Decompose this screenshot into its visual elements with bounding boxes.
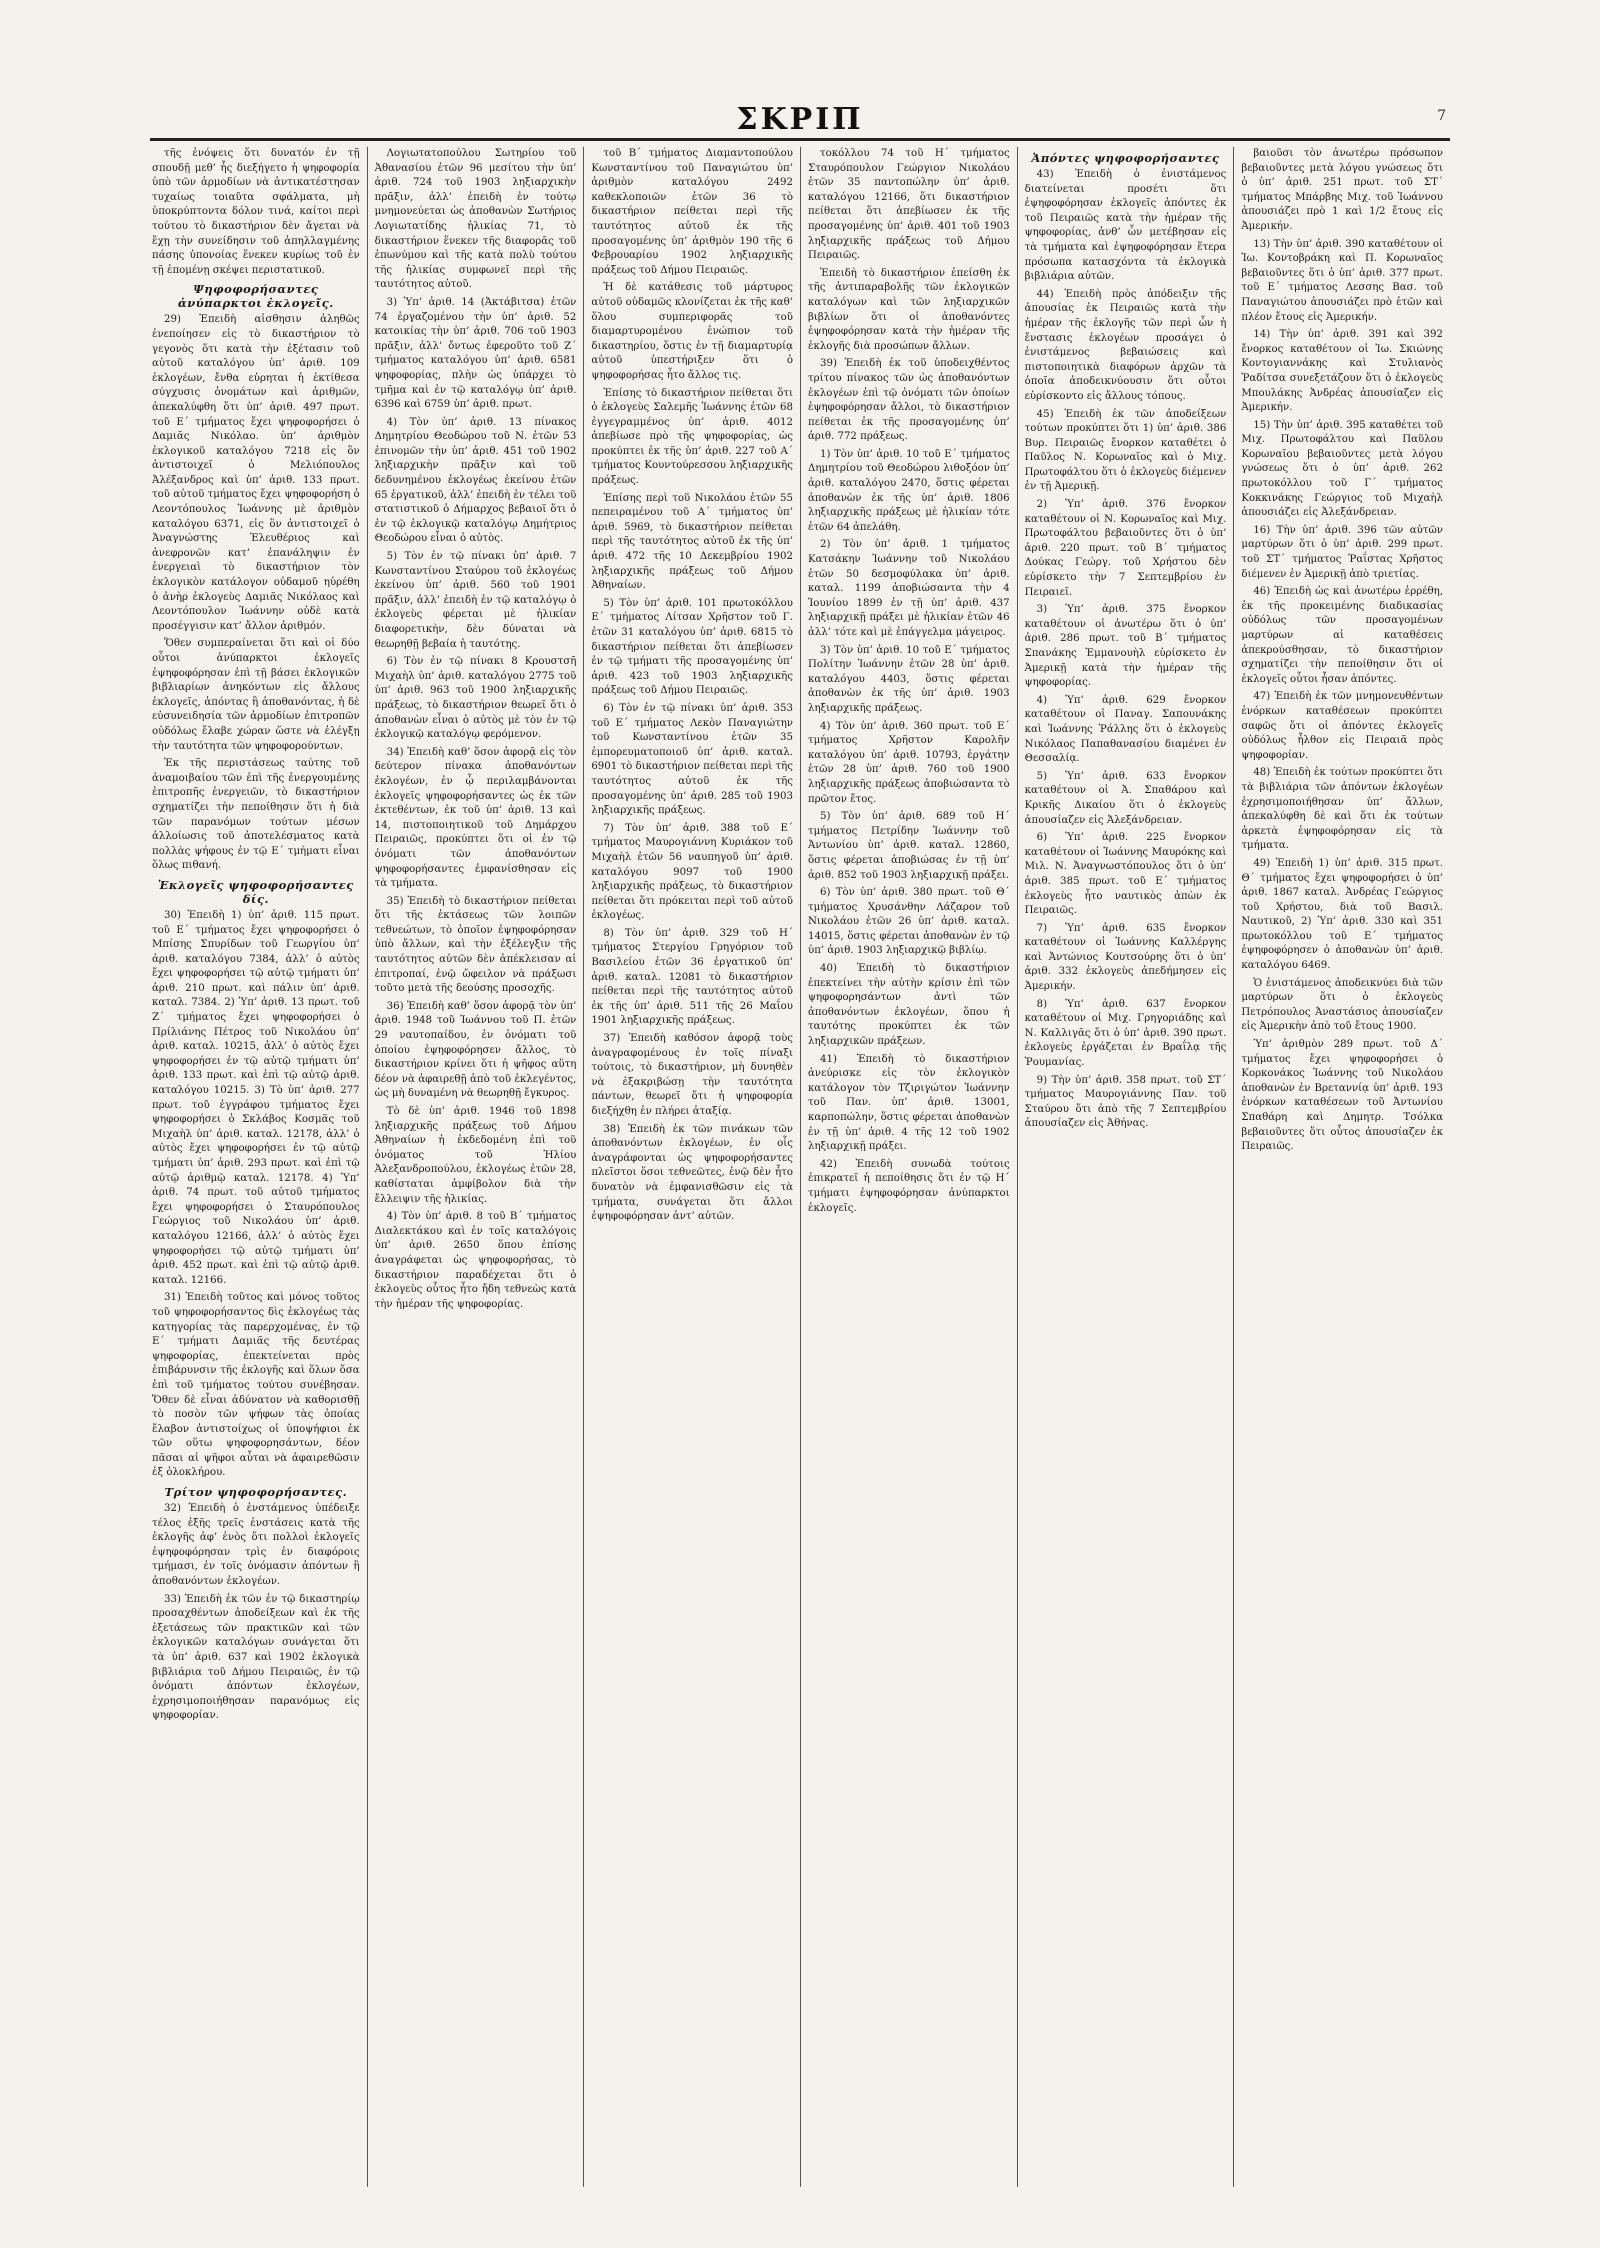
- paragraph: 31) Ἐπειδὴ τοῦτος καὶ μόνος τοῦτος τοῦ ψηφοφορήσαντος δὶς ἐκλογέως τὰς κατηγορίας τὰς παρερχομένας, ἐν τῷ Ε΄ τμήματι Δαμιᾶς τῆς δευτέρας ψηφοφορίας, ἐπεκτείνεται πρὸς ἐπιβάρυνσιν τῆς ἐκλογῆς καὶ ὅλων ὅσα ἐπὶ τοῦ τμήματος τούτου συνέβησαν. Ὅθεν δὲ εἶναι ἀδύνατον νὰ καθορισθῇ τὸ ποσὸν τῶν ψήφων τὰς ὁποίας ἔλαβον ἀντιστοίχως οἱ ὑποψήφιοι ἐκ τῶν οὕτω ψηφοφορησάντων, δέον πᾶσαι αἱ ψῆφοι αὗται νὰ ἀφαιρεθῶσιν ἐξ ὁλοκλήρου.: [152, 1292, 360, 1479]
- paragraph: 5) Ὑπ’ ἀριθ. 633 ἔνορκον καταθέτουν οἱ Ἀ. Σπαθάρου καὶ Κρικῆς Δικαίου ὅτι ὁ ἐκλογεὺς ἀπουσίαζεν εἰς Ἀλεξάνδρειαν.: [1024, 770, 1227, 826]
- paragraph: 5) Τὸν ἐν τῷ πίνακι ὑπ’ ἀριθ. 7 Κωνσταντίνου Σταύρου τοῦ ἐκλογέως ἐκείνου ὑπ’ ἀριθ. 560 τοῦ 1901 πρᾶξιν, ἀλλ’ ἐπειδὴ ἐν τῷ καταλόγῳ ὁ ἐκλογεὺς φέρεται μὲ ἡλικίαν διαφορετικὴν, δὲν δύναται νὰ θεωρηθῇ βεβαία ἡ ταυτότης.: [374, 551, 577, 650]
- paragraph: 40) Ἐπειδὴ τὸ δικαστήριον ἐπεκτείνει τὴν αὐτὴν κρίσιν ἐπὶ τῶν ψηφοφορησάντων ἀντὶ τῶν ἀποθανόντων ἐκλογέων, ὅπου ἡ ταυτότης προκύπτει ἐκ τῶν ληξιαρχικῶν πράξεων.: [808, 963, 1010, 1048]
- paragraph: τῆς ἐνόψεις ὅτι δυνατόν ἐν τῇ σπουδῇ μεθ’ ἧς διεξήγετο ἡ ψηφοφορία ὑπὸ τῶν ἀρμοδίων νὰ ἀντικατέστησαν τυχαίως τοιαῦτα σφάλματα, μὴ ὑποκρύπτοντα δόλον τινά, καίτοι περὶ τούτου τὸ δικαστήριον δὲν ἄγεται νὰ ἔχῃ τὴν συνείδησιν τοῦ ἀπηλλαγμένης πάσης ὑπονοίας ἕνεκεν κυρίως τοῦ ἐν τῇ ἐπομένῃ σκέψει περιστατικοῦ.: [152, 148, 360, 276]
- paragraph: Ἐπειδὴ τὸ δικαστήριον ἐπείσθη ἐκ τῆς ἀντιπαραβολῆς τῶν ἐκλογικῶν καταλόγων καὶ τῶν ληξιαρχικῶν βιβλίων ὅτι οἱ ἀποθανόντες ἐψηφοφόρησαν κατὰ τὴν ἡμέραν τῆς ἐκλογῆς διὰ προσώπων ἄλλων.: [808, 267, 1010, 352]
- paragraph: Ὁ ἐνιστάμενος ἀποδεικνύει διὰ τῶν μαρτύρων ὅτι ὁ ἐκλογεὺς Πετρόπουλος Ἀναστάσιος ἀπουσίαζεν εἰς Ἀμερικὴν ἀπὸ τοῦ ἔτους 1900.: [1241, 977, 1443, 1033]
- paragraph: 5) Τὸν ὑπ’ ἀριθ. 689 τοῦ Η΄ τμήματος Πετρίδην Ἰωάννην τοῦ Ἀντωνίου ὑπ’ ἀριθ. καταλ. 12860, ὅστις φέρεται ἀποβιώσας ἐν τῇ ὑπ’ ἀριθ. 852 τοῦ 1903 ληξιαρχικῇ πράξει.: [808, 811, 1010, 881]
- text-column-4: [800, 147, 1017, 2187]
- section-heading: Ἐκλογεῖς ψηφοφορήσαντες δίς.: [157, 877, 354, 906]
- paragraph: 34) Ἐπειδὴ καθ’ ὅσον ἀφορᾷ εἰς τὸν δεύτερον πίνακα ἀποθανόντων ἐκλογέων, ἐν ᾧ περιλαμβάνονται ἐκλογεῖς ψηφοφορήσαντες ὡς ἐκ τῶν ἐκτεθέντων, ἐκ τοῦ ὑπ’ ἀριθ. 13 καὶ 14, πιστοποιητικοῦ τοῦ Δημάρχου Πειραιῶς, προκύπτει ὅτι οἱ ἐν τῷ ὀνόματι τῶν ἀποθανόντων ψηφοφορήσαντες ἐμφανίσθησαν εἰς τὰ τμήματα.: [374, 746, 577, 890]
- paragraph: 32) Ἐπειδὴ ὁ ἐνστάμενος ὑπέδειξε τέλος ἐξῆς τρεῖς ἐνστάσεις κατὰ τῆς ἐκλογῆς ἀφ’ ἑνὸς ὅτι πολλοὶ ἐκλογεῖς ἐψηφοφόρησαν τρὶς ἐν διαφόροις τμήμασι, ἐν τοῖς ὀνόμασιν ἀπόντων ἢ ἀποθανόντων ἐκλογέων.: [152, 1503, 360, 1588]
- paragraph: 36) Ἐπειδὴ καθ’ ὅσον ἀφορᾷ τὸν ὑπ’ ἀριθ. 1948 τοῦ Ἰωάννου τοῦ Π. ἐτῶν 29 ναυτοπαίδου, ἐν ὀνόματι τοῦ ὁποίου ἐψηφοφόρησεν ἄλλος, τὸ δικαστήριον κρίνει ὅτι ἡ ψῆφος αὕτη δέον νὰ ἀφαιρεθῇ ἀπὸ τοῦ ἐκλεγέντος, ὡς μὴ δυναμένη νὰ θεωρηθῇ ἔγκυρος.: [374, 1000, 577, 1100]
- paragraph: 3) Ὑπ’ ἀριθ. 14 (Ἀκτάβιτσα) ἐτῶν 74 ἐργαζομένου τὴν ὑπ’ ἀριθ. 52 κατοικίας τὴν ὑπ’ ἀριθ. 706 τοῦ 1903 πρᾶξιν, ἀλλ’ ὄντως ἐφεροῦτο τοῦ Ζ΄ τμήματος καταλόγου ὑπ’ ἀριθ. 6581 ψηφοφορίας, πλὴν ὡς ὑπάρχει τὸ τμῆμα καὶ ἐν τῷ καταλόγῳ ὑπ’ ἀριθ. 6396 καὶ 6759 ὑπ’ ἀριθ. πρωτ.: [374, 296, 577, 411]
- paragraph: 14) Τὴν ὑπ’ ἀριθ. 391 καὶ 392 ἔνορκος καταθέτουν οἱ Ἰω. Σκιώνης Κοντογιαννάκης καὶ Στυλιανὸς Ῥαδίτσα συνεξετάζουν ὅτι ὁ ἐκλογεὺς Μπουλάκης Ἀνδρέας ἀπουσίαζεν εἰς Ἀμερικήν.: [1241, 329, 1443, 414]
- paragraph: 30) Ἐπειδὴ 1) ὑπ’ ἀριθ. 115 πρωτ. τοῦ Ε΄ τμήματος ἔχει ψηφοφορήσει ὁ Μπίσης Σπυρίδων τοῦ Γεωργίου ὑπ’ ἀριθ. καταλόγου 7384, ἀλλ’ ὁ αὐτὸς ἔχει ψηφοφορήσει τῷ αὐτῷ τμήματι ὑπ’ ἀριθ. 210 πρωτ. καὶ πάλιν ὑπ’ ἀριθ. καταλ. 7384. 2) Ὑπ’ ἀριθ. 13 πρωτ. τοῦ Ζ΄ τμήματος ἔχει ψηφοφορήσει ὁ Πρίλιάνης Πέτρος τοῦ Νικολάου ὑπ’ ἀριθ. καταλ. 10215, ἀλλ’ ὁ αὐτὸς ἔχει ψηφοφορήσει ἐν τῷ αὐτῷ τμήματι ὑπ’ ἀριθ. 133 πρωτ. καὶ ἐπὶ τῷ αὐτῷ ἀριθ. καταλόγου 10215. 3) Τὸ ὑπ’ ἀριθ. 277 πρωτ. τοῦ ἐγγράφου τμήματος ἔχει ψηφοφορήσει ὁ Σκλάβος Κοσμᾶς τοῦ Μιχαὴλ ὑπ’ ἀριθ. καταλ. 12178, ἀλλ’ ὁ αὐτὸς ἔχει ψηφοφορήσει ἐν τῷ αὐτῷ τμήματι ὑπ’ ἀριθ. 293 πρωτ. καὶ ἐπὶ τῷ αὐτῷ ἀριθμῷ καταλ. 12178. 4) Ὑπ’ ἀριθ. 74 πρωτ. τοῦ αὐτοῦ τμήματος ἔχει ψηφοφορήσει ὁ Σταυρόπουλος Γεώργιος τοῦ Νικολάου ὑπ’ ἀριθ. καταλόγου 12166, ἀλλ’ ὁ αὐτὸς ἔχει ψηφοφορήσει τῷ αὐτῷ τμήματι ὑπ’ ἀριθ. 452 πρωτ. καὶ ἐπὶ τῷ αὐτῷ ἀριθ. καταλ. 12166.: [152, 909, 360, 1286]
- paragraph: 37) Ἐπειδὴ καθόσον ἀφορᾷ τοὺς ἀναγραφομένους ἐν τοῖς πίναξι τούτοις, τὸ δικαστήριον, μὴ δυνηθὲν νὰ ἐξακριβώσῃ τὴν ταυτότητα πάντων, θεωρεῖ ὅτι ἡ ψηφοφορία διεξήχθη ἐν πλήρει ἀταξίᾳ.: [591, 1033, 793, 1117]
- paragraph: Ὑπ’ ἀριθμὸν 289 πρωτ. τοῦ Δ΄ τμήματος ἔχει ψηφοφορήσει ὁ Κορκονάκος Ἰωάννης τοῦ Νικολάου ἀποθανὼν ἐν Βρεταννίᾳ ὑπ’ ἀριθ. 193 ἐνόρκων καταθέσεων τοῦ Ἀντωνίου Σπαθάρη καὶ Δημητρ. Τσόλκα βεβαιοῦντες ὅτι οὗτος ἀπουσίαζεν ἐκ Πειραιῶς.: [1241, 1039, 1443, 1153]
- paragraph: 3) Ὑπ’ ἀριθ. 375 ἔνορκον καταθέτουν οἱ ἀνωτέρω ὅτι ὁ ὑπ’ ἀριθ. 286 πρωτ. τοῦ Β΄ τμήματος Σπανάκης Ἐμμανουὴλ εὑρίσκετο ἐν Ἀμερικῇ κατὰ τὴν ἡμέραν τῆς ψηφοφορίας.: [1024, 604, 1227, 689]
- paragraph: τοῦ Β΄ τμήματος Διαμαντοπούλου Κωνσταντίνου τοῦ Παναγιώτου ὑπ’ ἀριθμὸν καταλόγου 2492 καθεκλοποιῶν ἐτῶν 36 τὸ δικαστήριον πείθεται περὶ τῆς ταυτότητος αὐτοῦ ἐκ τῆς προσαγομένης ὑπ’ ἀριθμὸν 190 τῆς 6 Φεβρουαρίου 1902 ληξιαρχικῆς πράξεως τοῦ Δήμου Πειραιῶς.: [591, 148, 793, 276]
- paragraph: 33) Ἐπειδὴ ἐκ τῶν ἐν τῷ δικαστηρίῳ προσαχθέντων ἀποδείξεων καὶ ἐκ τῆς ἐξετάσεως τῶν πρακτικῶν καὶ τῶν ἐκλογικῶν καταλόγων συνάγεται ὅτι τὰ ὑπ’ ἀριθ. 637 καὶ 1902 ἐκλογικὰ βιβλιάρια τοῦ Δήμου Πειραιῶς, ἐν τῷ ὀνόματι ἀπόντων ἐκλογέων, ἐχρησιμοποιήθησαν παρανόμως εἰς ψηφοφορίαν.: [152, 1593, 360, 1722]
- text-column-5: [1017, 147, 1234, 2187]
- masthead: [150, 102, 1450, 141]
- paragraph: 35) Ἐπειδὴ τὸ δικαστήριον πείθεται ὅτι τῆς ἐκτάσεως τῶν λοιπῶν τεθνεώτων, τὸ ὁποῖον ἐψηφοφόρησαν ὑπὸ ἄλλων, καὶ τὴν ἐξέλεγξιν τῆς ταυτότητος αὐτῶν δὲν ἀπέκλεισαν αἱ ἐπιτροπαί, ἐνῷ ὤφειλον νὰ πράξωσι τοῦτο μετὰ τῆς δεούσης προσοχῆς.: [374, 895, 577, 995]
- paragraph: 46) Ἐπειδὴ ὡς καὶ ἀνωτέρω ἐρρέθη, ἐκ τῆς προκειμένης διαδικασίας οὐδόλως τῶν προσαγομένων μαρτύρων αἱ καταθέσεις ἀπεκρούσθησαν, τὸ δικαστήριον σχηματίζει τὴν πεποίθησιν ὅτι οἱ ἐκλογεῖς οὗτοι ἦσαν ἀπόντες.: [1241, 586, 1443, 685]
- paragraph: 49) Ἐπειδὴ 1) ὑπ’ ἀριθ. 315 πρωτ. Θ΄ τμήματος ἔχει ψηφοφορήσει ὁ ὑπ’ ἀριθ. 1867 καταλ. Ἀνδρέας Γεώργιος τοῦ Χρήστου, διὰ τοῦ Βασιλ. Ναυτικοῦ, 2) Ὑπ’ ἀριθ. 330 καὶ 351 πρωτοκόλλου τοῦ Ε΄ τμήματος ἐψηφοφόρησεν ὁ ἀποθανὼν ὑπ’ ἀριθ. καταλόγου 6469.: [1241, 857, 1443, 972]
- masthead-title: ΣΚΡΙΠ: [736, 102, 864, 137]
- paragraph: 6) Τὸν ὑπ’ ἀριθ. 380 πρωτ. τοῦ Θ΄ τμήματος Χρυσάνθην Λάζαρον τοῦ Νικολάου ἐτῶν 26 ὑπ’ ἀριθ. καταλ. 14015, ὅστις φέρεται ἀποθανὼν ἐν τῷ ὑπ’ ἀριθ. 1903 ληξιαρχικῷ βιβλίῳ.: [808, 887, 1010, 957]
- paragraph: 29) Ἐπειδὴ αἰσθησιν ἀληθῶς ἐνεποίησεν εἰς τὸ δικαστήριον τὸ γεγονὸς ὅτι κατὰ τὴν ἐξέτασιν τοῦ αὐτοῦ καταλόγου ὑπ’ ἀριθ. 109 ἐκλογέων, ἔνθα εὑρηται ἡ ἐκτίθεσα σύγχυσις ὀνομάτων καὶ ἀριθμῶν, ἀπεκαλύφθη ὅτι ὑπ’ ἀριθ. 497 πρωτ. τοῦ Ε΄ τμήματος ἔχει ψηφοφορήσει ὁ Δαμιᾶς Νικόλαο. ὑπ’ ἀριθμὸν ἐκλογικοῦ καταλόγου 7218 εἰς ὃν ἀντιστοιχεῖ ὁ Μελιόπουλος Ἀλέξανδρος καὶ ὑπ’ ἀριθ. 133 πρωτ. τοῦ αὐτοῦ τμήματος ἔχει ψηφοφορήση ὁ Λεοντόπουλος Ἰωάννης μὲ ἀριθμὸν καταλόγου 6371, εἰς ὃν ἀντιστοιχεῖ ὁ Ἀναγνώστης Ἐλευθέριος καὶ ἀνεφρονῶν κατ’ ἐπανάληψιν ἐν ἐνεργειαὶ τὸ δικαστήριον τὸν ἐκλογικὸν κατάλογον οὐδαμοῦ ηὑρέθη ὁ ἀνὴρ ἐκλογεὺς Δαμιᾶς Νικόλαος καὶ Λεοντόπουλον Ἰωάννην οὐδὲ κατὰ προσέγγισιν κατ’ ἄλλον ἀριθμόν.: [152, 314, 360, 632]
- text-column-2: [367, 147, 584, 2187]
- paragraph: 42) Ἐπειδὴ συνωδὰ τούτοις ἐπικρατεῖ ἡ πεποίθησις ὅτι ἐν τῷ Η΄ τμήματι ἐψηφοφόρησαν ἀνύπαρκτοι ἐκλογεῖς.: [808, 1158, 1010, 1214]
- section-heading: Τρίτον ψηφοφορήσαντες.: [164, 1485, 348, 1500]
- paragraph: 5) Τὸν ὑπ’ ἀριθ. 101 πρωτοκόλλου Ε΄ τμήματος Λίτσαν Χρῆστον τοῦ Γ. ἐτῶν 31 καταλόγου ὑπ’ ἀριθ. 6815 τὸ δικαστήριον πείθεται ὅτι ἀπεβίωσεν ἐν τῷ τμήματι τῆς προσαγομένης ὑπ’ ἀριθ. 423 τοῦ 1903 ληξιαρχικῆς πράξεως τοῦ Δήμου Πειραιῶς.: [591, 597, 793, 697]
- paragraph: 4) Ὑπ’ ἀριθ. 629 ἔνορκον καταθέτουν οἱ Παναγ. Σαπουνάκης καὶ Ἰωάννης Ῥάλλης ὅτι ὁ ἐκλογεὺς Νικόλαος Παπαθανασίου διαμένει ἐν Θεσσαλίᾳ.: [1024, 694, 1227, 765]
- paragraph: Ἐπίσης περὶ τοῦ Νικολάου ἐτῶν 55 πεπειραμένου τοῦ Α΄ τμήματος ὑπ’ ἀριθ. 5969, τὸ δικαστήριον πείθεται περὶ τῆς ταυτότητος αὐτοῦ ἐκ τῆς ὑπ’ ἀριθ. 472 τῆς 10 Δεκεμβρίου 1902 ληξιαρχικῆς πράξεως τοῦ Δήμου Ἀθηναίων.: [591, 492, 793, 592]
- page-number: 7: [1437, 108, 1446, 124]
- paragraph: Ὅθεν συμπεραίνεται ὅτι καὶ οἱ δύο οὗτοι ἀνύπαρκτοι ἐκλογεῖς ἐψηφοφόρησαν ἐπὶ τῇ βάσει ἐκλογικῶν βιβλιαρίων ἀνηκόντων εἰς ἄλλους ἐκλογεῖς, ἀπόντας ἢ ἀποθανόντας, ἡ δὲ εὐσυνειδησία τῶν ἀρμοδίων ἐπιτροπῶν οὐδόλως ἔλαβε χώραν ὥστε νὰ ἐλέγξῃ τὴν ταυτότητα τῶν ψηφοφορούντων.: [152, 638, 360, 752]
- paragraph: 6) Τὸν ἐν τῷ πίνακι ὑπ’ ἀριθ. 353 τοῦ Ε΄ τμήματος Λεκὸν Παναγιώτην τοῦ Κωνσταντίνου ἐτῶν 35 ἐμπορευματοποιοῦ ὑπ’ ἀριθ. καταλ. 6901 τὸ δικαστήριον πείθεται περὶ τῆς ταυτότητος αὐτοῦ ἐκ τῆς προσαγομένης ὑπ’ ἀριθ. 285 τοῦ 1903 ληξιαρχικῆς πράξεως.: [591, 702, 793, 817]
- paragraph: 9) Τὴν ὑπ’ ἀριθ. 358 πρωτ. τοῦ ΣΤ΄ τμήματος Μαυρογιάννης Παν. τοῦ Σταύρου ὅτι ἀπὸ τῆς 7 Σεπτεμβρίου ἀπουσίαζεν εἰς Ἀθήνας.: [1024, 1074, 1227, 1130]
- paragraph: 4) Τὸν ὑπ’ ἀριθ. 360 πρωτ. τοῦ Ε΄ τμήματος Χρῆστον Καρολῆν καταλόγου ὑπ’ ἀριθ. 10793, ἐργάτην ἐτῶν 28 ὑπ’ ἀριθ. 760 τοῦ 1900 ληξιαρχικῆς πράξεως ἀποβιώσαντα τὸ πρῶτον ἔτος.: [808, 720, 1010, 805]
- paragraph: 3) Τὸν ὑπ’ ἀριθ. 10 τοῦ Ε΄ τμήματος Πολίτην Ἰωάννην ἐτῶν 28 ὑπ’ ἀριθ. καταλόγου 4403, ὅστις φέρεται ἀποθανὼν ἐκ τῆς ὑπ’ ἀριθ. 1903 ληξιαρχικῆς πράξεως.: [808, 644, 1010, 714]
- paragraph: 6) Ὑπ’ ἀριθ. 225 ἔνορκον καταθέτουν οἱ Ἰωάννης Μαυρόκης καὶ Μιλ. Ν. Ἀναγνωστόπουλος ὅτι ὁ ὑπ’ ἀριθ. 385 πρωτ. τοῦ Ε΄ τμήματος ἐκλογεὺς ἦτο ναυτικὸς ἀπὼν ἐκ Πειραιῶς.: [1024, 832, 1227, 917]
- paragraph: Λογιωτατοπούλου Σωτηρίου τοῦ Ἀθανασίου ἐτῶν 96 μεσίτου τὴν ὑπ’ ἀριθ. 724 τοῦ 1903 ληξιαρχικὴν πρᾶξιν, ἀλλ’ ἐπειδὴ ἐν τούτῳ μνημονεύεται ὡς ἀποθανὼν Σωτήριος Λογιωτατίδης ἡλικίας 71, τὸ δικαστήριον ἕνεκεν τῆς διαφορᾶς τοῦ ἐπωνύμου καὶ τῆς κατὰ πολὺ τούτου τῆς ἡλικίας συμφωνεῖ περὶ τῆς ταυτότητος αὐτοῦ.: [374, 148, 577, 291]
- paragraph: 4) Τὸν ὑπ’ ἀριθ. 13 πίνακος Δημητρίου Θεοδώρου τοῦ Ν. ἐτῶν 53 ἐπινομῶν τὴν ὑπ’ ἀριθ. 451 τοῦ 1902 ληξιαρχικὴν πρᾶξιν καὶ τοῦ δεδυνημένου ἐκλογέως ἐκείνου ἐτῶν 65 ἐργατικοῦ, ἀλλ’ ἐπειδὴ ἐν τέλει τοῦ στατιστικοῦ ὁ Δήμαρχος βεβαιοῖ ὅτι ὁ ἐν τῷ ἐκλογικῷ καταλόγῳ Δημήτριος Θεοδώρου εἶναι ὁ αὐτὸς.: [374, 416, 577, 545]
- paragraph: 6) Τὸν ἐν τῷ πίνακι 8 Κρουστσῆ Μιχαὴλ ὑπ’ ἀριθ. καταλόγου 2775 τοῦ ὑπ’ ἀριθ. 963 τοῦ 1900 ληξιαρχικῆς πράξεως, τὸ δικαστήριον θεωρεῖ ὅτι ὁ ἀποθανὼν εἶναι ὁ αὐτὸς μὲ τὸν ἐν τῷ ἐκλογικῷ καταλόγῳ φερόμενον.: [374, 656, 577, 741]
- paragraph: Ἐκ τῆς περιστάσεως ταύτης τοῦ ἀναμοιβαίου τῶν ἐπὶ τῆς ἐνεργουμένης ἐπιτροπῆς ἐνεργειῶν, τὸ δικαστήριον σχηματίζει τὴν πεποίθησιν ὅτι ἡ διὰ τῶν παρανόμων τούτων μέσων ἀλλοίωσις τοῦ ἀποτελέσματος κατὰ πολλὰς ψήφους ἐν τῷ Ε΄ τμήματι εἶναι ὅλως πιθανή.: [152, 758, 360, 872]
- section-heading: Ἀπόντες ψηφοφορήσαντες: [1031, 151, 1220, 165]
- paragraph: Ἐπίσης τὸ δικαστήριον πείθεται ὅτι ὁ ἐκλογεὺς Σαλεμῆς Ἰωάννης ἐτῶν 68 ἐγγεγραμμένος ὑπ’ ἀριθ. 4012 ἀπεβίωσε πρὸ τῆς ψηφοφορίας, ὡς προκύπτει ἐκ τῆς ὑπ’ ἀριθ. 227 τοῦ Α΄ τμήματος Κουντούρεσσου ληξιαρχικῆς πράξεως.: [591, 387, 793, 487]
- paragraph: 43) Ἐπειδὴ ὁ ἐνιστάμενος διατείνεται προσέτι ὅτι ἐψηφοφόρησαν ἐκλογεῖς ἀπόντες ἐκ τοῦ Πειραιῶς κατὰ τὴν ἡμέραν τῆς ψηφοφορίας, ἀνθ’ ὧν μετέβησαν εἰς τὰ τμήματα καὶ ἐψηφοφόρησαν ἕτερα πρόσωπα κατασχόντα τὰ ἐκλογικὰ βιβλιάρια αὐτῶν.: [1024, 169, 1227, 283]
- paragraph: Τὸ δὲ ὑπ’ ἀριθ. 1946 τοῦ 1898 ληξιαρχικῆς πράξεως τοῦ Δήμου Ἀθηναίων ἡ ἐκδεδομένη ἐπὶ τοῦ ὀνόματος τοῦ Ἠλίου Ἀλεξανδροπούλου, ἐκλογέως ἐτῶν 28, καθίσταται ἀμφίβολον διὰ τὴν ἔλλειψιν τῆς ἡλικίας.: [374, 1106, 577, 1205]
- paragraph: Ἡ δὲ κατάθεσις τοῦ μάρτυρος αὐτοῦ οὐδαμῶς κλονίζεται ἐκ τῆς καθ’ ὅλου συμπεριφορᾶς τοῦ διαμαρτυρομένου ἐνώπιον τοῦ δικαστηρίου, ὅστις ἐν τῇ διαμαρτυρίᾳ αὐτοῦ ὑπεστήριξεν ὅτι ὁ ψηφοφορήσας ἦτο ἄλλος τις.: [591, 282, 793, 381]
- paragraph: 39) Ἐπειδὴ ἐκ τοῦ ὑποδειχθέντος τρίτου πίνακος τῶν ὡς ἀποθανόντων ἐκλογέων ἐπὶ τῷ ὀνόματι τῶν ὁποίων ἐψηφοφόρησαν ἄλλοι, τὸ δικαστήριον πείθεται ἐκ τῆς προσαγομένης ὑπ’ ἀριθ. 772 πράξεως.: [808, 358, 1010, 443]
- paragraph: 48) Ἐπειδὴ ἐκ τούτων προκύπτει ὅτι τὰ βιβλιάρια τῶν ἀπόντων ἐκλογέων ἐχρησιμοποιήθησαν ὑπ’ ἄλλων, ἀπεκαλύφθη δὲ καὶ ὅτι ἐκ τούτων ἀρκετὰ ἐψηφοφόρησαν εἰς τὰ τμήματα.: [1241, 767, 1443, 852]
- text-column-1: [150, 147, 367, 2187]
- paragraph: 8) Ὑπ’ ἀριθ. 637 ἔνορκον καταθέτουν οἱ Μιχ. Γρηγοριάδης καὶ Ν. Καλλιγᾶς ὅτι ὁ ὑπ’ ἀριθ. 390 πρωτ. ἐκλογεὺς ἐργάζεται ἐν Βραΐλᾳ τῆς Ῥουμανίας.: [1024, 998, 1227, 1069]
- paragraph: 2) Ὑπ’ ἀριθ. 376 ἔνορκον καταθέτουν οἱ Ν. Κορωναῖος καὶ Μιχ. Πρωτοφάλτου βεβαιοῦντες ὅτι ὁ ὑπ’ ἀριθ. 220 πρωτ. τοῦ Β΄ τμήματος Δούκας Γεώργ. τοῦ Χρήστου δὲν εὑρίσκετο τὴν 7 Σεπτεμβρίου ἐν Πειραιεῖ.: [1024, 499, 1227, 598]
- paragraph: 41) Ἐπειδὴ τὸ δικαστήριον ἀνεύρισκε εἰς τὸν ἐκλογικὸν κατάλογον τὸν Τζιριγώτον Ἰωάννην τοῦ Παν. ὑπ’ ἀριθ. 13001, καρποπώλην, ὅστις φέρεται ἀποθανὼν ἐν τῇ ὑπ’ ἀριθ. 4 τῆς 12 τοῦ 1902 ληξιαρχικῇ πράξει.: [808, 1053, 1010, 1153]
- text-column-3: [583, 147, 800, 2187]
- paragraph: 44) Ἐπειδὴ πρὸς ἀπόδειξιν τῆς ἀπουσίας ἐκ Πειραιῶς κατὰ τὴν ἡμέραν τῆς ἐκλογῆς τῶν περὶ ὧν ἡ ἔνστασις ἐκλογέων προσάγει ὁ ἐνιστάμενος βεβαιώσεις καὶ πιστοποιητικὰ διαφόρων ἀρχῶν τὰ ὁποῖα ἀποδεικνύουσιν ὅτι οὗτοι εὑρίσκοντο εἰς ἄλλους τόπους.: [1024, 288, 1227, 402]
- paragraph: 2) Τὸν ὑπ’ ἀριθ. 1 τμήματος Κατσάκην Ἰωάννην τοῦ Νικολάου ἐτῶν 50 δεσμοφύλακα ὑπ’ ἀριθ. καταλ. 1199 ἀποβιώσαντα τὴν 4 Ἰουνίου 1899 ἐν τῇ ὑπ’ ἀριθ. 437 ληξιαρχικῇ πράξει μὲ ἡλικίαν ἐτῶν 46 ἀλλ’ τότε καὶ μὲ ἐπάγγελμα μάγειρος.: [808, 539, 1010, 638]
- paragraph: βαιοῦσι τὸν ἀνωτέρω πρόσωπον βεβαιοῦντες μετὰ λόγου γνώσεως ὅτι ὁ ὑπ’ ἀριθ. 251 πρωτ. τοῦ ΣΤ΄ τμήματος Μπάρβης Μιχ. τοῦ Ἰωάννου ἀπουσιάζει πρὸ 1 καὶ 1/2 ἔτους εἰς Ἀμερικήν.: [1241, 148, 1443, 232]
- paragraph: 45) Ἐπειδὴ ἐκ τῶν ἀποδείξεων τούτων προκύπτει ὅτι 1) ὑπ’ ἀριθ. 386 Βυρ. Πειραιῶς ἔνορκον καταθέτει ὁ Παῦλος Ν. Κορωναῖος καὶ ὁ Μιχ. Πρωτοφάλτου ὅτι ὁ ἐκλογεὺς διέμενεν ἐν τῇ Ἀμερικῇ.: [1024, 408, 1227, 493]
- article-columns: [150, 147, 1450, 2187]
- paragraph: 47) Ἐπειδὴ ἐκ τῶν μνημονευθέντων ἐνόρκων καταθέσεων προκύπτει σαφῶς ὅτι οἱ ἀπόντες ἐκλογεῖς οὐδόλως ἦλθον εἰς Πειραιᾶ πρὸς ψηφοφορίαν.: [1241, 691, 1443, 761]
- paragraph: 1) Τὸν ὑπ’ ἀριθ. 10 τοῦ Ε΄ τμήματος Δημητρίου τοῦ Θεοδώρου λιθοξόον ὑπ’ ἀριθ. καταλόγου 2470, ὅστις φέρεται ἀποθανὼν ἐκ τῆς ὑπ’ ἀριθ. 1806 ληξιαρχικῆς πράξεως μὲ ἡλικίαν τότε ἐτῶν 64 ἀπελάθη.: [808, 448, 1010, 533]
- paragraph: 15) Τὴν ὑπ’ ἀριθ. 395 καταθέτει τοῦ Μιχ. Πρωτοφάλτου καὶ Παῦλου Κορωναῖου βεβαιοῦντες μετὰ λόγου γνώσεως ὅτι ὁ ὑπ’ ἀριθ. 262 πρωτοκόλλου τοῦ Γ΄ τμήματος Κοκκινάκης Γεώργιος τοῦ Μιχαὴλ ἀπουσιάζει εἰς Ἀλεξάνδρειαν.: [1241, 419, 1443, 519]
- paragraph: 8) Τὸν ὑπ’ ἀριθ. 329 τοῦ Η΄ τμήματος Στεργίου Γρηγόριον τοῦ Βασιλείου ἐτῶν 36 ἐργατικοῦ ὑπ’ ἀριθ. καταλ. 12081 τὸ δικαστήριον πείθεται περὶ τῆς ταυτότητος αὐτοῦ ἐκ τῆς ὑπ’ ἀριθ. 511 τῆς 26 Μαΐου 1901 ληξιαρχικῆς πράξεως.: [591, 927, 793, 1027]
- paragraph: 16) Τὴν ὑπ’ ἀριθ. 396 τῶν αὐτῶν μαρτύρων ὅτι ὁ ὑπ’ ἀριθ. 299 πρωτ. τοῦ ΣΤ΄ τμήματος Ῥαΐστας Χρῆστος διέμενεν ἐν Ἀμερικῇ ἀπὸ τριετίας.: [1241, 524, 1443, 580]
- paragraph: 7) Ὑπ’ ἀριθ. 635 ἔνορκον καταθέτουν οἱ Ἰωάννης Καλλέργης καὶ Ἀντώνιος Κουτσούρης ὅτι ὁ ὑπ’ ἀριθ. 332 ἐκλογεὺς ἀπεδήμησεν εἰς Ἀμερικήν.: [1024, 922, 1227, 993]
- paragraph: 13) Τὴν ὑπ’ ἀριθ. 390 καταθέτουν οἱ Ἰω. Κοντοβράκη καὶ Π. Κορωναῖος βεβαιοῦντες ὅτι ὁ ὑπ’ ἀριθ. 377 πρωτ. τοῦ Ε΄ τμήματος Λεσσης Βασ. τοῦ Παναγιώτου ἀπουσιάζει πρὸ ἐτῶν καὶ πλέον ἔτους εἰς Ἀμερικήν.: [1241, 238, 1443, 323]
- text-column-6: [1233, 147, 1450, 2187]
- paragraph: 38) Ἐπειδὴ ἐκ τῶν πινάκων τῶν ἀποθανόντων ἐκλογέων, ἐν οἷς ἀναγράφονται ὡς ψηφοφορήσαντες πλεῖστοι ὅσοι τεθνεῶτες, ἐνῷ δὲν ἦτο δυνατὸν νὰ ἐμφανισθῶσιν εἰς τὰ τμήματα, συνάγεται ὅτι ἄλλοι ἐψηφοφόρησαν ἀντ’ αὐτῶν.: [591, 1123, 793, 1223]
- paragraph: 4) Τὸν ὑπ’ ἀριθ. 8 τοῦ Β΄ τμήματος Διαλεκτάκου καὶ ἐν τοῖς καταλόγοις ὑπ’ ἀριθ. 2650 ὅπου ἐπίσης ἀναγράφεται ὡς ψηφοφορήσας, τὸ δικαστήριον παραδέχεται ὅτι ὁ ἐκλογεὺς οὗτος ἦτο ἤδη τεθνεὼς κατὰ τὴν ἡμέραν τῆς ψηφοφορίας.: [374, 1211, 577, 1310]
- section-heading: Ψηφοφορήσαντες ἀνύπαρκτοι ἐκλογεῖς.: [177, 282, 334, 311]
- paragraph: 7) Τὸν ὑπ’ ἀριθ. 388 τοῦ Ε΄ τμήματος Μαυρογιάννη Κυριάκον τοῦ Μιχαὴλ ἐτῶν 56 ναυπηγοῦ ὑπ’ ἀριθ. καταλόγου 9097 τοῦ 1900 ληξιαρχικῆς πράξεως, τὸ δικαστήριον πείθεται ὅτι πρόκειται περὶ τοῦ αὐτοῦ ἐκλογέως.: [591, 822, 793, 922]
- paragraph: τοκόλλου 74 τοῦ Η΄ τμήματος Σταυρόπουλον Γεώργιον Νικολάου ἐτῶν 35 παντοπώλην ὑπ’ ἀριθ. καταλόγου 12166, ὅτι δικαστήριον πείθεται ὅτι ἀπεβίωσεν ἐκ τῆς προσαγομένης ὑπ’ ἀριθ. 401 τοῦ 1903 ληξιαρχικῆς πράξεως τοῦ Δήμου Πειραιῶς.: [808, 148, 1010, 262]
